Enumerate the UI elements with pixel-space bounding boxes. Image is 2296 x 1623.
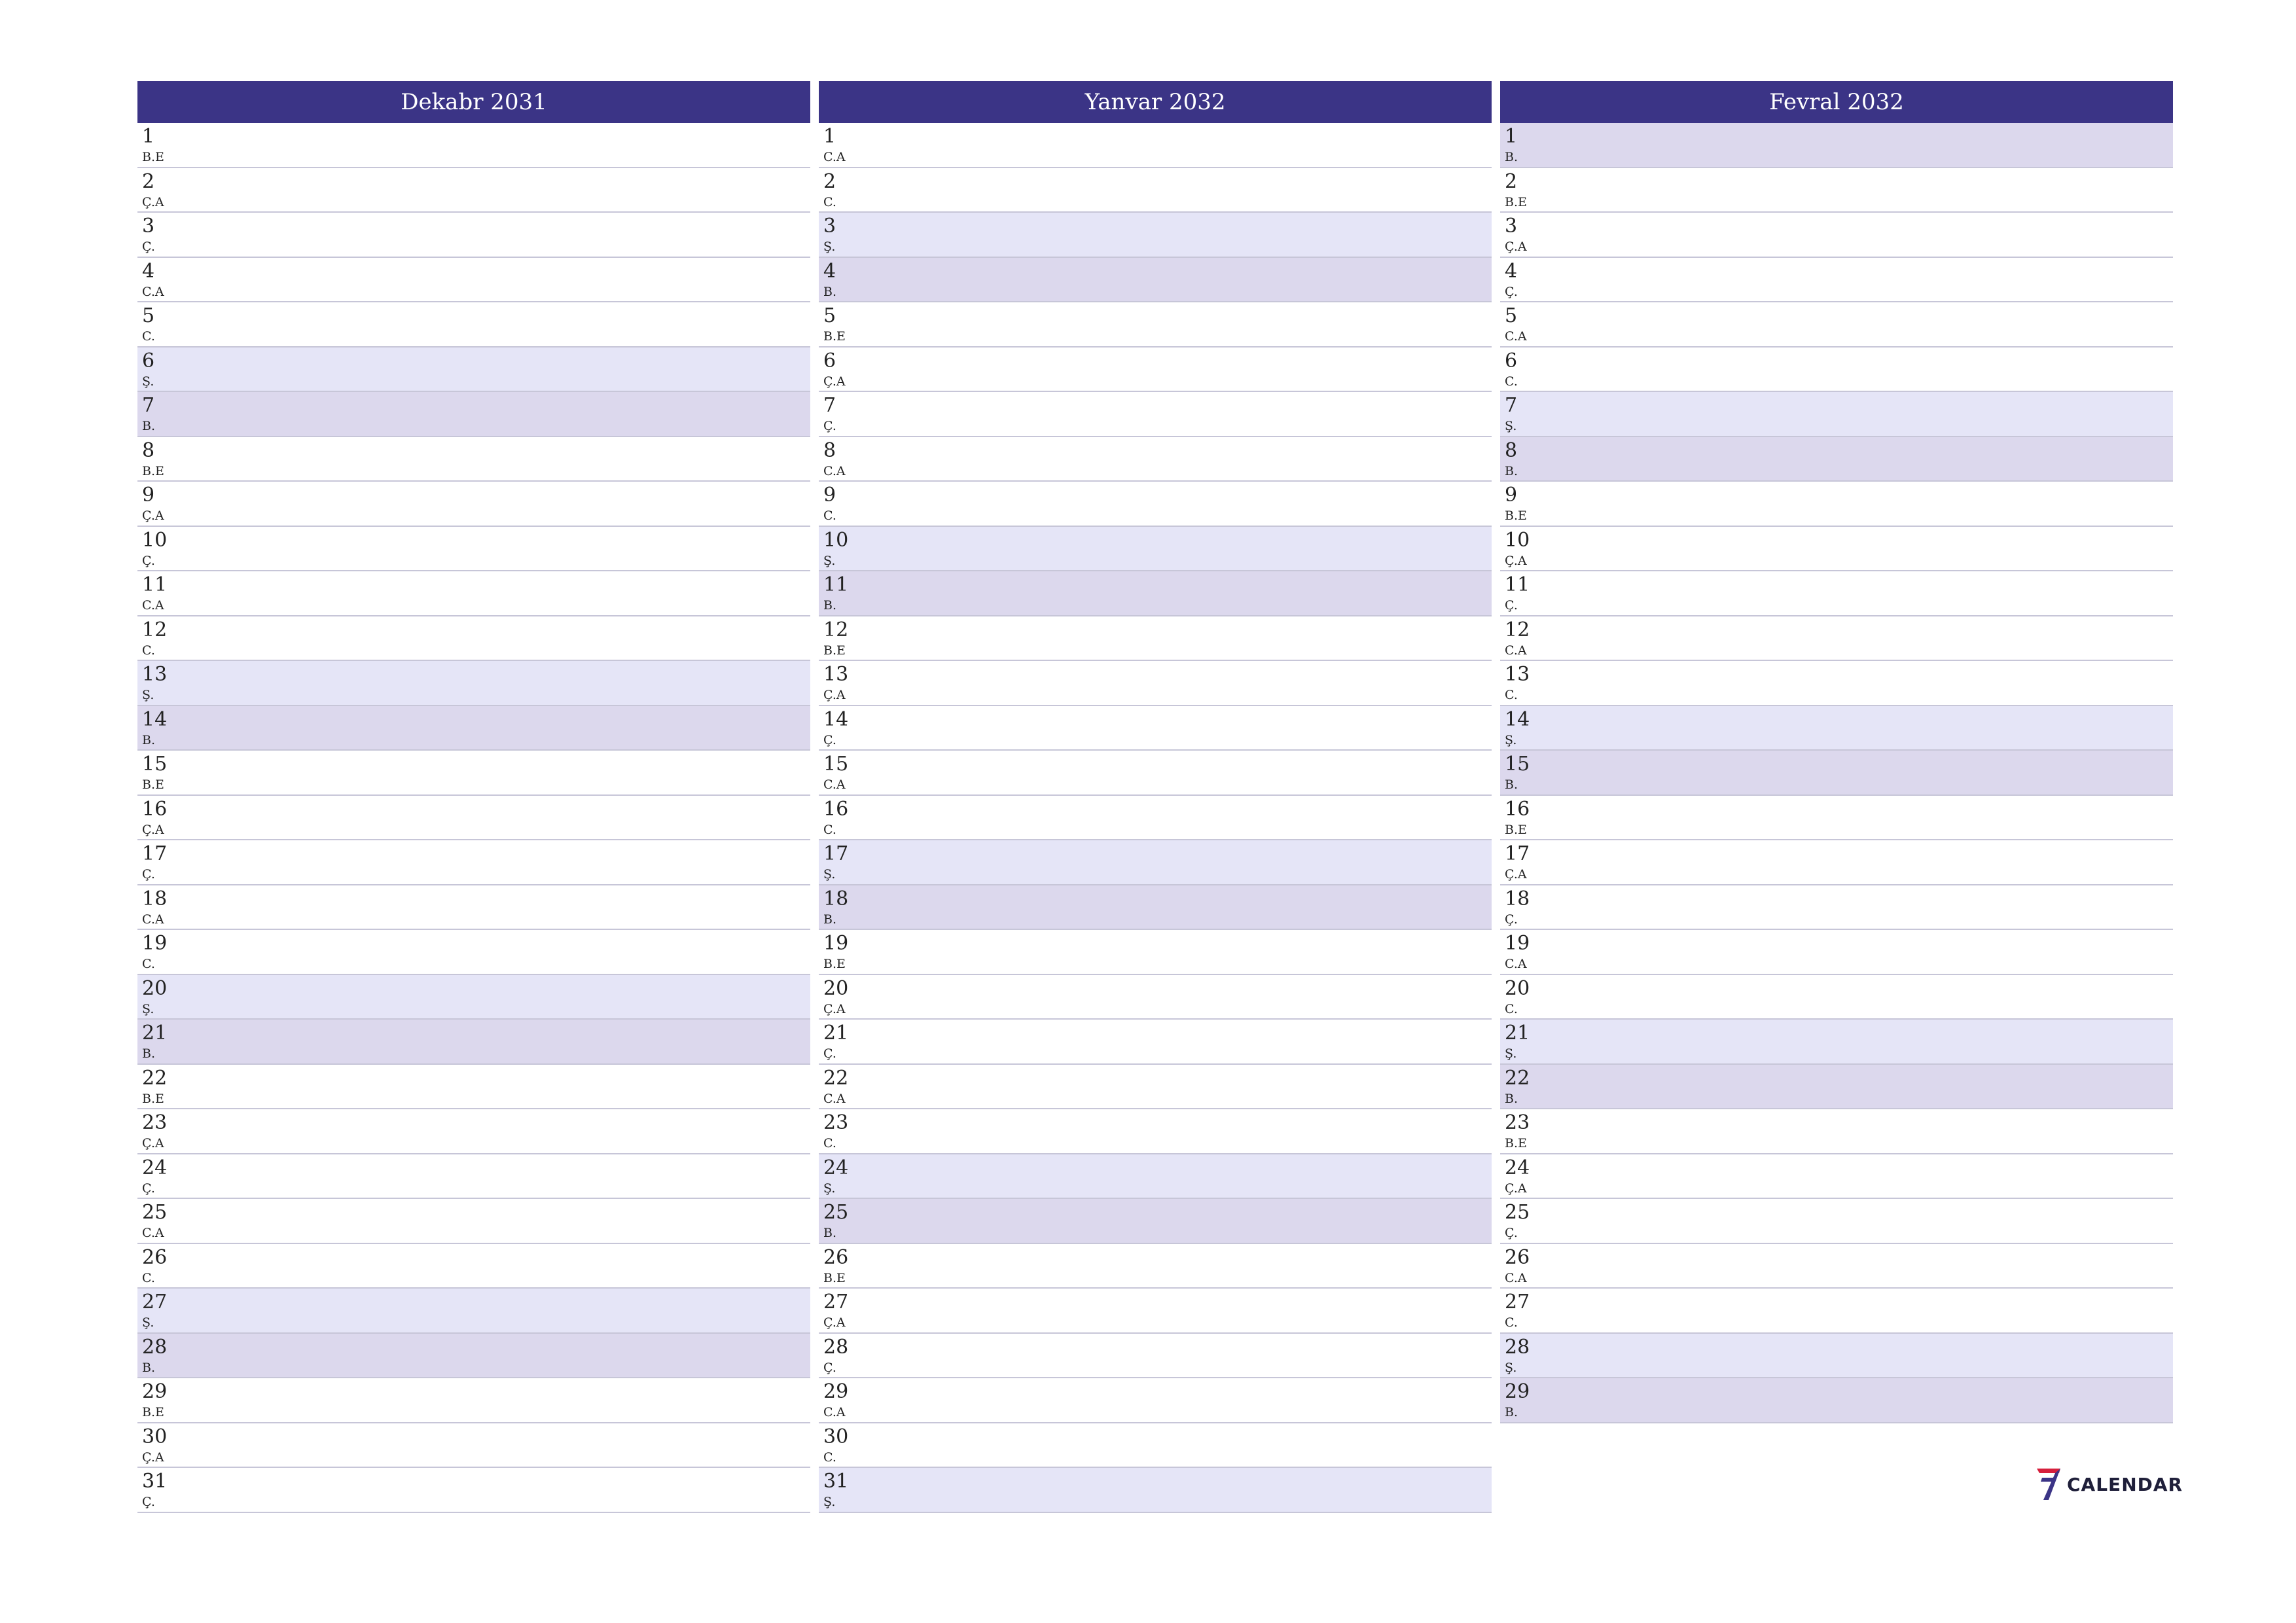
weekday-abbr: Ç. bbox=[142, 1495, 155, 1509]
weekday-abbr: C. bbox=[1505, 1001, 1518, 1016]
weekday-abbr: Ç. bbox=[142, 240, 155, 254]
weekday-abbr: B.E bbox=[142, 1405, 164, 1419]
day-row bbox=[137, 706, 810, 751]
weekday-abbr: C.A bbox=[823, 1405, 846, 1419]
day-number: 14 bbox=[823, 707, 849, 731]
month-title: Yanvar 2032 bbox=[819, 81, 1492, 123]
day-row bbox=[137, 437, 810, 482]
weekday-abbr: C.A bbox=[1505, 1270, 1527, 1285]
day-number: 28 bbox=[823, 1335, 849, 1359]
day-row bbox=[137, 1468, 810, 1513]
weekday-abbr: B. bbox=[1505, 1405, 1518, 1419]
day-number: 28 bbox=[142, 1335, 168, 1359]
day-number: 16 bbox=[142, 797, 168, 821]
weekday-abbr: Ş. bbox=[142, 688, 154, 702]
day-row bbox=[1500, 348, 2173, 393]
weekday-abbr: C.A bbox=[142, 1226, 164, 1240]
day-number: 2 bbox=[823, 169, 836, 193]
weekday-abbr: Ç.A bbox=[823, 374, 846, 389]
day-number: 29 bbox=[1505, 1380, 1530, 1403]
weekday-abbr: Ç.A bbox=[142, 1136, 164, 1150]
brand-text: CALENDAR bbox=[2067, 1473, 2183, 1495]
day-row bbox=[819, 930, 1492, 975]
day-number: 10 bbox=[823, 528, 849, 552]
day-number: 25 bbox=[142, 1201, 168, 1224]
day-row bbox=[1500, 885, 2173, 931]
day-row bbox=[819, 168, 1492, 213]
weekday-abbr: C.A bbox=[823, 777, 846, 792]
day-row bbox=[137, 975, 810, 1020]
day-number: 21 bbox=[1505, 1022, 1530, 1044]
weekday-abbr: Ç. bbox=[823, 1046, 836, 1061]
day-number: 27 bbox=[823, 1291, 849, 1313]
weekday-abbr: B. bbox=[142, 1360, 156, 1375]
day-number: 7 bbox=[142, 394, 155, 417]
day-number: 21 bbox=[823, 1022, 849, 1044]
weekday-abbr: C.A bbox=[1505, 957, 1527, 971]
weekday-abbr: Ç. bbox=[1505, 1226, 1518, 1240]
day-number: 19 bbox=[142, 932, 168, 955]
day-row bbox=[137, 571, 810, 616]
day-number: 24 bbox=[823, 1156, 849, 1179]
weekday-abbr: Ş. bbox=[823, 867, 836, 882]
day-number: 28 bbox=[1505, 1335, 1530, 1359]
day-row bbox=[1500, 1334, 2173, 1379]
day-number: 8 bbox=[142, 438, 155, 462]
day-number: 16 bbox=[1505, 797, 1530, 821]
day-row bbox=[819, 302, 1492, 348]
day-number: 23 bbox=[1505, 1111, 1530, 1134]
weekday-abbr: Ç. bbox=[823, 419, 836, 433]
day-list bbox=[819, 123, 1492, 1513]
brand-logo bbox=[2034, 1466, 2183, 1503]
day-row bbox=[819, 571, 1492, 616]
day-row bbox=[819, 1020, 1492, 1065]
day-row bbox=[819, 706, 1492, 751]
day-row bbox=[819, 527, 1492, 572]
weekday-abbr: C.A bbox=[142, 912, 164, 927]
day-number: 12 bbox=[823, 618, 849, 641]
weekday-abbr: Ç.A bbox=[142, 822, 164, 837]
day-row bbox=[137, 751, 810, 796]
day-row bbox=[137, 1378, 810, 1423]
day-row bbox=[819, 213, 1492, 258]
day-row bbox=[819, 840, 1492, 885]
day-number: 7 bbox=[823, 394, 836, 417]
day-number: 3 bbox=[142, 215, 155, 238]
day-row bbox=[819, 751, 1492, 796]
day-number: 12 bbox=[142, 618, 168, 641]
day-number: 29 bbox=[823, 1380, 849, 1403]
weekday-abbr: Ş. bbox=[823, 1181, 836, 1196]
day-number: 20 bbox=[823, 976, 849, 1000]
weekday-abbr: C. bbox=[823, 1450, 836, 1465]
day-number: 26 bbox=[823, 1245, 849, 1269]
day-number: 16 bbox=[823, 797, 849, 821]
day-list bbox=[1500, 123, 2173, 1423]
day-number: 18 bbox=[823, 887, 849, 910]
day-row bbox=[137, 1065, 810, 1110]
weekday-abbr: Ş. bbox=[142, 374, 154, 389]
day-number: 17 bbox=[1505, 842, 1530, 865]
day-number: 31 bbox=[823, 1470, 849, 1493]
day-row bbox=[1500, 616, 2173, 662]
weekday-abbr: B.E bbox=[823, 1270, 846, 1285]
day-row bbox=[819, 123, 1492, 168]
day-number: 24 bbox=[1505, 1156, 1530, 1179]
day-number: 14 bbox=[1505, 707, 1530, 731]
day-list bbox=[137, 123, 810, 1513]
day-number: 11 bbox=[823, 573, 849, 596]
weekday-abbr: C.A bbox=[142, 598, 164, 613]
day-number: 5 bbox=[823, 304, 836, 327]
day-number: 9 bbox=[142, 484, 155, 507]
weekday-abbr: Ç. bbox=[823, 1360, 836, 1375]
day-row bbox=[137, 840, 810, 885]
weekday-abbr: C. bbox=[1505, 374, 1518, 389]
day-row bbox=[137, 885, 810, 931]
day-row bbox=[1500, 1109, 2173, 1154]
day-row bbox=[1500, 123, 2173, 168]
day-row bbox=[1500, 1199, 2173, 1244]
month-december-2031 bbox=[137, 81, 810, 1513]
weekday-abbr: Ş. bbox=[1505, 732, 1517, 747]
day-number: 27 bbox=[1505, 1291, 1530, 1313]
day-row bbox=[1500, 1154, 2173, 1200]
weekday-abbr: Ş. bbox=[1505, 419, 1517, 433]
day-number: 13 bbox=[142, 663, 168, 686]
weekday-abbr: Ç. bbox=[142, 1181, 155, 1196]
weekday-abbr: Ç.A bbox=[1505, 1181, 1527, 1196]
day-row bbox=[137, 930, 810, 975]
day-row bbox=[819, 1468, 1492, 1513]
day-number: 11 bbox=[1505, 573, 1530, 596]
day-row bbox=[137, 348, 810, 393]
weekday-abbr: C. bbox=[142, 329, 155, 344]
weekday-abbr: Ç.A bbox=[1505, 867, 1527, 882]
day-number: 13 bbox=[823, 663, 849, 686]
day-number: 17 bbox=[823, 842, 849, 865]
weekday-abbr: B. bbox=[142, 732, 156, 747]
day-number: 27 bbox=[142, 1291, 168, 1313]
weekday-abbr: B.E bbox=[823, 643, 846, 658]
day-number: 6 bbox=[142, 349, 155, 372]
day-number: 1 bbox=[1505, 125, 1518, 148]
seven-logo-icon bbox=[2034, 1466, 2063, 1503]
day-row bbox=[819, 616, 1492, 662]
weekday-abbr: C.A bbox=[823, 1091, 846, 1106]
day-number: 10 bbox=[1505, 528, 1530, 552]
day-row bbox=[137, 1334, 810, 1379]
day-row bbox=[137, 1199, 810, 1244]
day-number: 23 bbox=[142, 1111, 168, 1134]
day-number: 30 bbox=[142, 1425, 168, 1448]
day-row bbox=[1500, 1289, 2173, 1334]
day-number: 8 bbox=[823, 438, 836, 462]
day-number: 5 bbox=[142, 304, 155, 327]
day-row bbox=[1500, 661, 2173, 706]
weekday-abbr: Ç. bbox=[142, 867, 155, 882]
weekday-abbr: B.E bbox=[1505, 194, 1527, 209]
day-number: 25 bbox=[823, 1201, 849, 1224]
day-number: 22 bbox=[1505, 1066, 1530, 1090]
day-row bbox=[819, 1065, 1492, 1110]
day-row bbox=[1500, 751, 2173, 796]
weekday-abbr: Ç. bbox=[1505, 912, 1518, 927]
weekday-abbr: C. bbox=[823, 194, 836, 209]
day-number: 26 bbox=[1505, 1245, 1530, 1269]
day-number: 17 bbox=[142, 842, 168, 865]
day-number: 4 bbox=[823, 259, 836, 283]
day-row bbox=[1500, 571, 2173, 616]
weekday-abbr: C. bbox=[142, 1270, 155, 1285]
day-row bbox=[1500, 796, 2173, 841]
day-number: 5 bbox=[1505, 304, 1518, 327]
day-number: 15 bbox=[823, 753, 849, 776]
day-row bbox=[819, 661, 1492, 706]
day-row bbox=[1500, 392, 2173, 437]
day-row bbox=[1500, 168, 2173, 213]
weekday-abbr: B. bbox=[823, 284, 837, 299]
day-number: 7 bbox=[1505, 394, 1518, 417]
day-row bbox=[819, 1244, 1492, 1289]
day-number: 20 bbox=[1505, 976, 1530, 1000]
weekday-abbr: B.E bbox=[823, 329, 846, 344]
month-february-2032 bbox=[1500, 81, 2173, 1423]
day-number: 22 bbox=[823, 1066, 849, 1090]
day-row bbox=[137, 213, 810, 258]
day-number: 11 bbox=[142, 573, 168, 596]
day-number: 8 bbox=[1505, 438, 1518, 462]
weekday-abbr: C.A bbox=[142, 284, 164, 299]
weekday-abbr: C.A bbox=[823, 150, 846, 164]
day-row bbox=[137, 1154, 810, 1200]
weekday-abbr: C.A bbox=[1505, 643, 1527, 658]
weekday-abbr: C. bbox=[1505, 688, 1518, 702]
weekday-abbr: Ş. bbox=[823, 240, 836, 254]
day-row bbox=[137, 1020, 810, 1065]
day-number: 12 bbox=[1505, 618, 1530, 641]
month-january-2032 bbox=[819, 81, 1492, 1513]
day-number: 31 bbox=[142, 1470, 168, 1493]
day-number: 9 bbox=[1505, 484, 1518, 507]
day-number: 2 bbox=[142, 169, 155, 193]
weekday-abbr: Ç.A bbox=[1505, 240, 1527, 254]
weekday-abbr: Ş. bbox=[1505, 1360, 1517, 1375]
day-row bbox=[819, 392, 1492, 437]
weekday-abbr: C. bbox=[142, 957, 155, 971]
day-row bbox=[819, 1378, 1492, 1423]
day-row bbox=[137, 1109, 810, 1154]
day-row bbox=[1500, 1020, 2173, 1065]
day-number: 15 bbox=[1505, 753, 1530, 776]
day-row bbox=[137, 661, 810, 706]
day-row bbox=[137, 123, 810, 168]
weekday-abbr: B. bbox=[823, 598, 837, 613]
day-row bbox=[1500, 527, 2173, 572]
day-number: 1 bbox=[142, 125, 155, 148]
day-number: 3 bbox=[1505, 215, 1518, 238]
weekday-abbr: Ş. bbox=[823, 553, 836, 568]
day-number: 24 bbox=[142, 1156, 168, 1179]
weekday-abbr: Ç.A bbox=[823, 1315, 846, 1330]
day-row bbox=[819, 1109, 1492, 1154]
day-number: 15 bbox=[142, 753, 168, 776]
day-row bbox=[819, 1154, 1492, 1200]
day-row bbox=[1500, 1378, 2173, 1423]
weekday-abbr: Ç.A bbox=[142, 508, 164, 523]
weekday-abbr: Ç. bbox=[142, 553, 155, 568]
day-row bbox=[1500, 840, 2173, 885]
weekday-abbr: C. bbox=[823, 508, 836, 523]
weekday-abbr: B. bbox=[823, 1226, 837, 1240]
day-number: 29 bbox=[142, 1380, 168, 1403]
day-number: 19 bbox=[1505, 932, 1530, 955]
day-row bbox=[137, 1244, 810, 1289]
day-number: 26 bbox=[142, 1245, 168, 1269]
weekday-abbr: B.E bbox=[142, 463, 164, 478]
day-row bbox=[819, 482, 1492, 527]
weekday-abbr: Ç.A bbox=[142, 194, 164, 209]
weekday-abbr: Ç.A bbox=[823, 688, 846, 702]
day-row bbox=[819, 1423, 1492, 1469]
day-number: 18 bbox=[142, 887, 168, 910]
weekday-abbr: B.E bbox=[1505, 822, 1527, 837]
weekday-abbr: Ç. bbox=[1505, 598, 1518, 613]
day-row bbox=[137, 392, 810, 437]
weekday-abbr: B. bbox=[142, 1046, 156, 1061]
weekday-abbr: Ç. bbox=[1505, 284, 1518, 299]
day-number: 6 bbox=[1505, 349, 1518, 372]
day-row bbox=[137, 302, 810, 348]
day-number: 4 bbox=[142, 259, 155, 283]
day-number: 1 bbox=[823, 125, 836, 148]
weekday-abbr: Ş. bbox=[823, 1495, 836, 1509]
day-number: 23 bbox=[823, 1111, 849, 1134]
weekday-abbr: B. bbox=[1505, 777, 1518, 792]
day-row bbox=[1500, 930, 2173, 975]
weekday-abbr: C.A bbox=[1505, 329, 1527, 344]
weekday-abbr: C.A bbox=[823, 463, 846, 478]
day-row bbox=[1500, 482, 2173, 527]
weekday-abbr: B.E bbox=[1505, 1136, 1527, 1150]
day-number: 14 bbox=[142, 707, 168, 731]
weekday-abbr: B.E bbox=[1505, 508, 1527, 523]
day-number: 4 bbox=[1505, 259, 1518, 283]
day-row bbox=[137, 616, 810, 662]
weekday-abbr: B.E bbox=[142, 150, 164, 164]
weekday-abbr: C. bbox=[1505, 1315, 1518, 1330]
weekday-abbr: C. bbox=[823, 1136, 836, 1150]
weekday-abbr: B. bbox=[1505, 1091, 1518, 1106]
day-row bbox=[819, 796, 1492, 841]
day-row bbox=[819, 1289, 1492, 1334]
day-row bbox=[137, 527, 810, 572]
day-number: 20 bbox=[142, 976, 168, 1000]
weekday-abbr: B. bbox=[823, 912, 837, 927]
day-row bbox=[137, 1423, 810, 1469]
weekday-abbr: Ç.A bbox=[142, 1450, 164, 1465]
day-row bbox=[819, 258, 1492, 303]
weekday-abbr: B. bbox=[1505, 463, 1518, 478]
day-row bbox=[819, 437, 1492, 482]
day-row bbox=[1500, 1065, 2173, 1110]
day-number: 18 bbox=[1505, 887, 1530, 910]
month-title: Dekabr 2031 bbox=[137, 81, 810, 123]
weekday-abbr: B. bbox=[142, 419, 156, 433]
day-row bbox=[819, 885, 1492, 931]
day-number: 10 bbox=[142, 528, 168, 552]
day-number: 22 bbox=[142, 1066, 168, 1090]
weekday-abbr: C. bbox=[142, 643, 155, 658]
weekday-abbr: B. bbox=[1505, 150, 1518, 164]
day-number: 25 bbox=[1505, 1201, 1530, 1224]
day-row bbox=[1500, 213, 2173, 258]
day-row bbox=[1500, 258, 2173, 303]
weekday-abbr: Ş. bbox=[1505, 1046, 1517, 1061]
day-number: 21 bbox=[142, 1022, 168, 1044]
day-row bbox=[137, 168, 810, 213]
day-row bbox=[1500, 302, 2173, 348]
day-row bbox=[819, 1199, 1492, 1244]
day-row bbox=[1500, 706, 2173, 751]
weekday-abbr: Ç.A bbox=[1505, 553, 1527, 568]
weekday-abbr: B.E bbox=[823, 957, 846, 971]
day-number: 30 bbox=[823, 1425, 849, 1448]
day-number: 19 bbox=[823, 932, 849, 955]
day-row bbox=[1500, 975, 2173, 1020]
month-title: Fevral 2032 bbox=[1500, 81, 2173, 123]
day-row bbox=[137, 258, 810, 303]
weekday-abbr: Ş. bbox=[142, 1315, 154, 1330]
day-number: 3 bbox=[823, 215, 836, 238]
day-row bbox=[137, 1289, 810, 1334]
weekday-abbr: Ş. bbox=[142, 1001, 154, 1016]
day-row bbox=[137, 796, 810, 841]
day-number: 9 bbox=[823, 484, 836, 507]
day-number: 6 bbox=[823, 349, 836, 372]
day-row bbox=[137, 482, 810, 527]
day-number: 13 bbox=[1505, 663, 1530, 686]
day-row bbox=[819, 348, 1492, 393]
day-row bbox=[1500, 437, 2173, 482]
day-row bbox=[819, 975, 1492, 1020]
weekday-abbr: B.E bbox=[142, 777, 164, 792]
weekday-abbr: Ç. bbox=[823, 732, 836, 747]
weekday-abbr: C. bbox=[823, 822, 836, 837]
weekday-abbr: B.E bbox=[142, 1091, 164, 1106]
day-number: 2 bbox=[1505, 169, 1518, 193]
day-row bbox=[1500, 1244, 2173, 1289]
weekday-abbr: Ç.A bbox=[823, 1001, 846, 1016]
day-row bbox=[819, 1334, 1492, 1379]
